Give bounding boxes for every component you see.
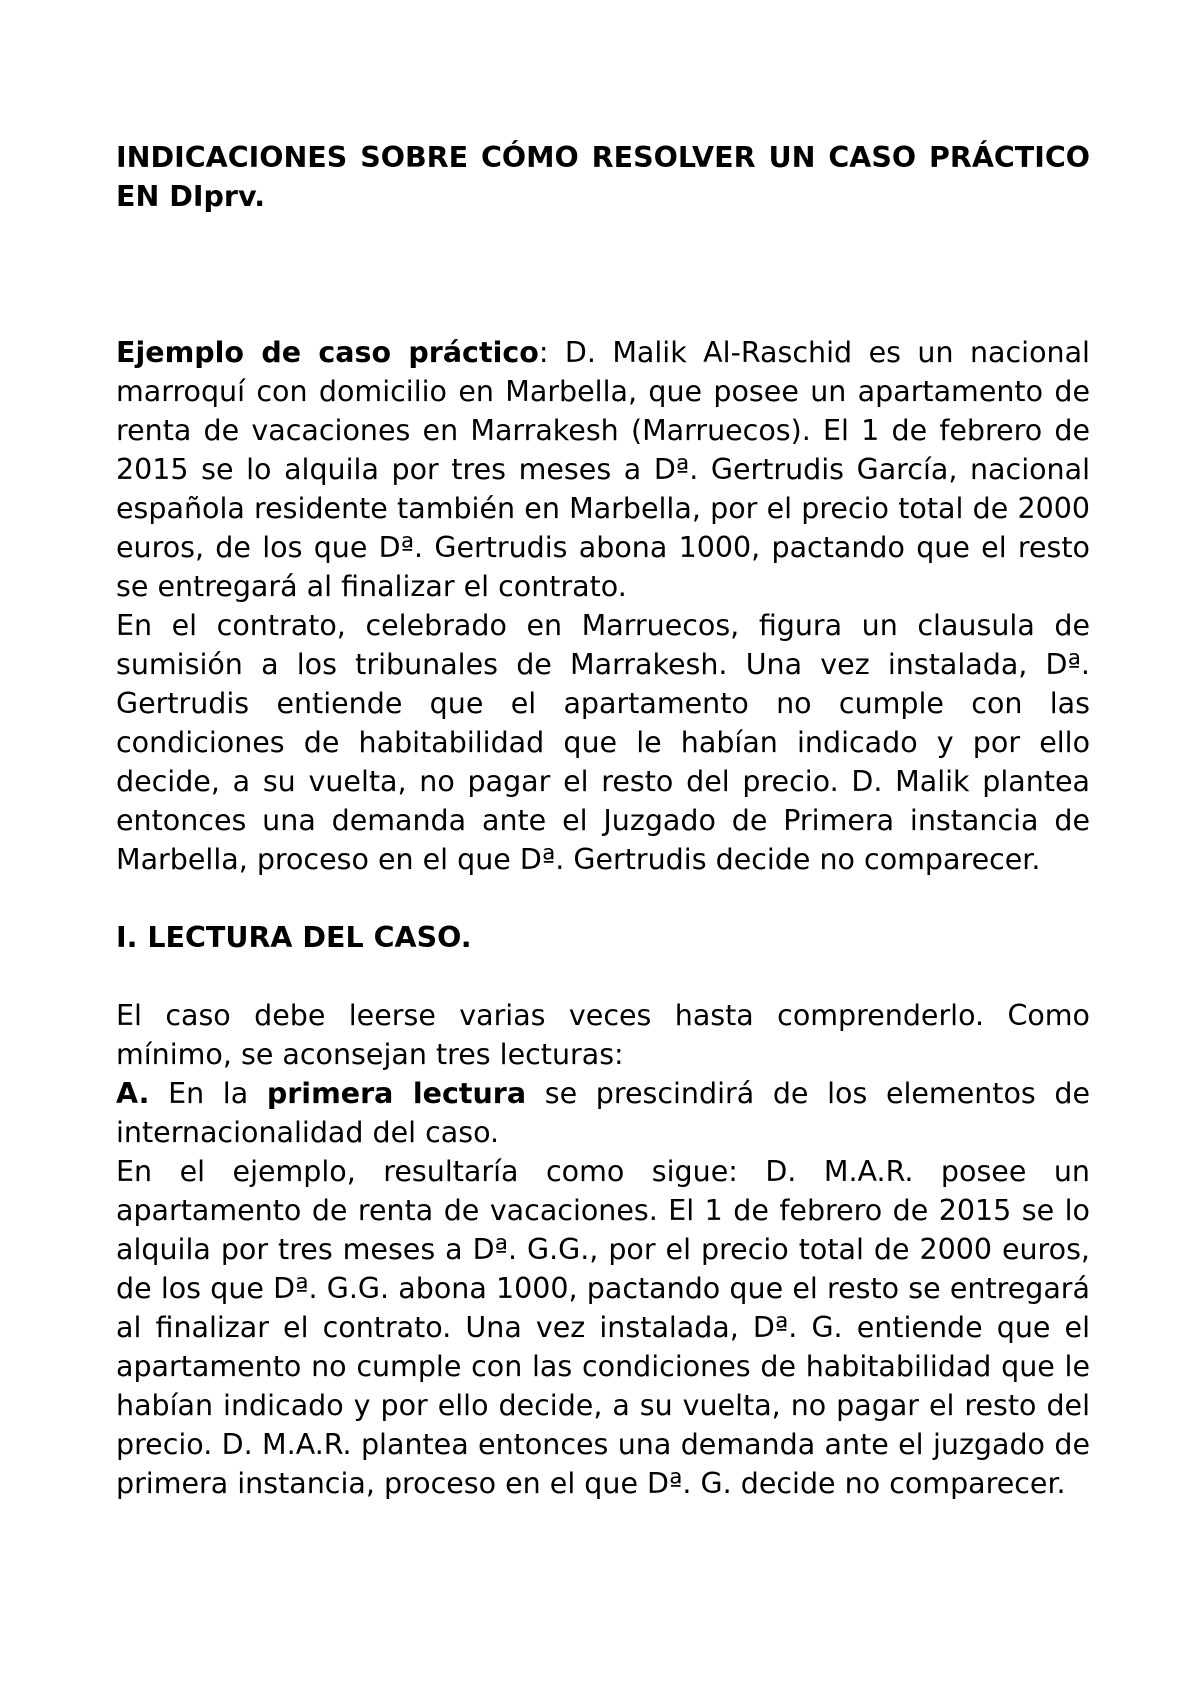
spacer <box>116 957 1090 996</box>
document-title: INDICACIONES SOBRE CÓMO RESOLVER UN CASO PRÁCTICO EN DIprv. <box>116 141 1090 213</box>
point-a-paragraph <box>116 1074 1090 1152</box>
example-label: Ejemplo de caso práctico <box>116 336 539 369</box>
example-text: D. Malik Al-Raschid es un nacional marroquí con domicilio en Marbella, que posee un apartamento de renta de vacaciones en Marrakesh (Marruecos). El 1 de febrero de 2015 se lo alquila por tres meses a Dª. Gertrudis García, nacional española residente también en Marbella, por el precio total de 2000 euros, de los que Dª. Gertrudis abona 1000, pactando que el resto se entregará al finalizar el contrato. <box>116 336 1090 603</box>
point-a-text-before: En la <box>168 1077 249 1110</box>
section-heading: I. LECTURA DEL CASO. <box>116 921 472 954</box>
document-page <box>116 138 1090 1503</box>
example-continuation-paragraph: En el contrato, celebrado en Marruecos, figura un clausula de sumisión a los tribunales de Marrakesh. Una vez instalada, Dª. Gertrudis entiende que el apartamento no cumple con las condiciones de habitabilidad que le habían indicado y por ello decide, a su vuelta, no pagar el resto del precio. D. Malik plantea entonces una demanda ante el Juzgado de Primera instancia de Marbella, proceso en el que Dª. Gertrudis decide no comparecer. <box>116 609 1090 876</box>
point-a-bold-phrase: primera lectura <box>266 1077 527 1110</box>
point-a-marker: A. <box>116 1077 150 1110</box>
spacer <box>116 879 1090 918</box>
section-intro-paragraph: El caso debe leerse varias veces hasta comprenderlo. Como mínimo, se aconsejan tres lecturas: <box>116 999 1090 1071</box>
spacer <box>116 216 1090 333</box>
example-separator: : <box>538 336 565 369</box>
example-rewrite-paragraph: En el ejemplo, resultaría como sigue: D. M.A.R. posee un apartamento de renta de vacaciones. El 1 de febrero de 2015 se lo alquila por tres meses a Dª. G.G., por el precio total de 2000 euros, de los que Dª. G.G. abona 1000, pactando que el resto se entregará al finalizar el contrato. Una vez instalada, Dª. G. entiende que el apartamento no cumple con las condiciones de habitabilidad que le habían indicado y por ello decide, a su vuelta, no pagar el resto del precio. D. M.A.R. plantea entonces una demanda ante el juzgado de primera instancia, proceso en el que Dª. G. decide no comparecer. <box>116 1155 1090 1500</box>
example-paragraph <box>116 333 1090 606</box>
point-a-text-after: se prescindirá de los elementos de internacionalidad del caso. <box>116 1077 1091 1149</box>
